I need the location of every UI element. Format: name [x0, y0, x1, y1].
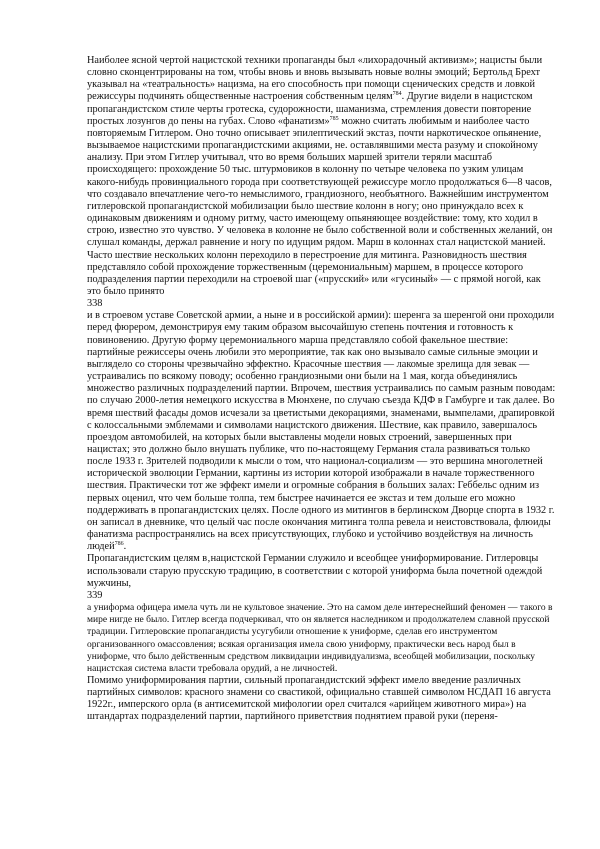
- paragraph-uniform: Пропагандистским целям в‚нацистской Германии служило и всеобщее униформирование. Гитлеровцы использовали старую прусскую традицию, в соответствии с которой униформа была почетной одеждой мужчины,: [87, 553, 543, 589]
- footnote-ref[interactable]: 785: [329, 115, 339, 122]
- paragraph-propaganda-activism: [87, 55, 557, 298]
- document-page: [87, 55, 557, 724]
- text-run: . Другие видели в нацистском пропагандистском стиле черты гротеска, судорожности, шаманизма, стремления довести повторение простых лозунгов до пены на губах. Слово «фанатизм»: [87, 91, 533, 127]
- page-number: 339: [87, 589, 103, 601]
- text-run: .: [123, 541, 127, 553]
- paragraph-marches: [87, 310, 557, 553]
- page-number: 338: [87, 298, 103, 310]
- paragraph-officer-uniform: а униформа офицера имела чуть ли не культовое значение. Это на самом деле интереснейший феномен — такого в мире нигде не было. Гитлер всегда подчеркивал, что он является наследником и продолжателем славной прусской традиции. Гитлеровские пропагандисты усугубили отношение к униформе, сделав его инструментом организованного омассовления; всякая организация имела свою униформу, практически весь народ был в униформе, что было действенным средством ликвидации индивидуализма, всеобщей мобилизации, поскольку нацистская система власти требовала орудий, а не личностей.: [87, 603, 553, 674]
- paragraph-symbols: Помимо униформирования партии, сильный пропагандистский эффект имело введение различных партийных символов: красного знамени со свастикой, официально ставшей символом НСДАП 16 августа 1922г., имперского орла (в антисемитской мифологии орел считался «арийцем животного мира») на штандартах подразделений партии, партийного приветствия поднятием правой руки (переня-: [87, 674, 551, 723]
- text-run: Наиболее ясной чертой нацистской техники пропаганды был «лихорадочный активизм»; нацисты были словно сконцентрированы на том, чтобы вновь и вновь вызывать новые волны эмоций; Бертольд Брехт указывал на «театральность» нацизма, на его способность при помощи сценических средств и ловкой режиссуры подчинять общественные настроения собственным целям: [87, 55, 543, 103]
- footnote-ref[interactable]: 784: [392, 91, 402, 98]
- text-run: можно считать любимым и наиболее часто повторяемым Гитлером. Оно точно описывает эпилептический экстаз, почти наркотическое опьянение, вызываемое нацистскими пропагандистскими акциями, не. оставлявшими места разуму и спокойному анализу. При этом Гитлер учитывал, что во время больших маршей зрители теряли масштаб происходящего: прохождение 50 тыс. штурмовиков в колонну по четыре человека по узким улицам какого-нибудь провинциального города при соответствующей режиссуре могло продолжаться 6—8 часов, что создавало впечатление чего-то немыслимого, грандиозного, необъятного. Важнейшим инструментом гитлеровской пропагандистской мобилизации было шествие колонн в ногу; оно принуждало всех к одинаковым движениям и одному ритму, часто имеющему опьяняющее воздействие: тому, кто ходил в строю, известно это чувство. У человека в колонне не было собственной воли и собственных желаний, он слушал команды, держал равнение и ногу по идущим рядом. Марш в колоннах стал нацистской манией. Часто шествие нескольких колонн переходило в перестроение для митинга. Разновидность шествия представляло собой прохождение торжественным (церемониальным) маршем, в процессе которого подразделения партии переходили на строевой шаг («прусский» или «гусиный» — с прямой ногой, как это было принято: [87, 115, 553, 297]
- text-run: и в строевом уставе Советской армии, а ныне и в российской армии): шеренга за шеренгой они проходили перед фюрером, демонстрируя ему таким образом высочайшую степень почтения и готовность к повиновению. Другую форму церемониального марша представляло собой факельное шествие: партийные режиссеры очень любили это мероприятие, так как оно вызывало самые сильные эмоции и выглядело со стороны чрезвычайно эффектно. Красочные шествия — лакомые зрелища для зевак — устраивались по всякому поводу; особенно грандиозными они были на 1 мая, когда объединялись множество различных подразделений партии. Впрочем, шествия устраивались по самым разным поводам: по случаю 2000-летия немецкого искусства в Мюнхене, по случаю съезда КДФ в Гамбурге и так далее. Во время шествий фасады домов исчезали за цветистыми декорациями, знаменами, вымпелами, драпировкой с колоссальными эмблемами и символами нацистского движения. Шествие, как правило, завершалось проездом автомобилей, на которых были выставлены модели новых строений, завершенных при нацистах; это должно было внушать публике, что по-настоящему Германия стала развиваться только после 1933 г. Зрителей подводили к мысли о том, что национал-социализм — это вершина многолетней исторической эволюции Германии, картины из истории которой изображали в начале торжественного шествия. Практически тот же эффект имели и огромные собрания в больших залах: Геббельс одним из первых оценил, что чем больше толпа, тем быстрее начинается ее экстаз и тем дольше его можно поддерживать в пропагандистских целях. После одного из митингов в берлинском Дворце спорта в 1932 г. он записал в дневнике, что целый час после окончания митинга толпа ревела и неистовствовала, флюиды фанатизма распространялись на всех присутствующих, глубоко и устойчиво воздействуя на личность людей: [87, 310, 556, 553]
- footnote-ref[interactable]: 786: [114, 541, 124, 548]
